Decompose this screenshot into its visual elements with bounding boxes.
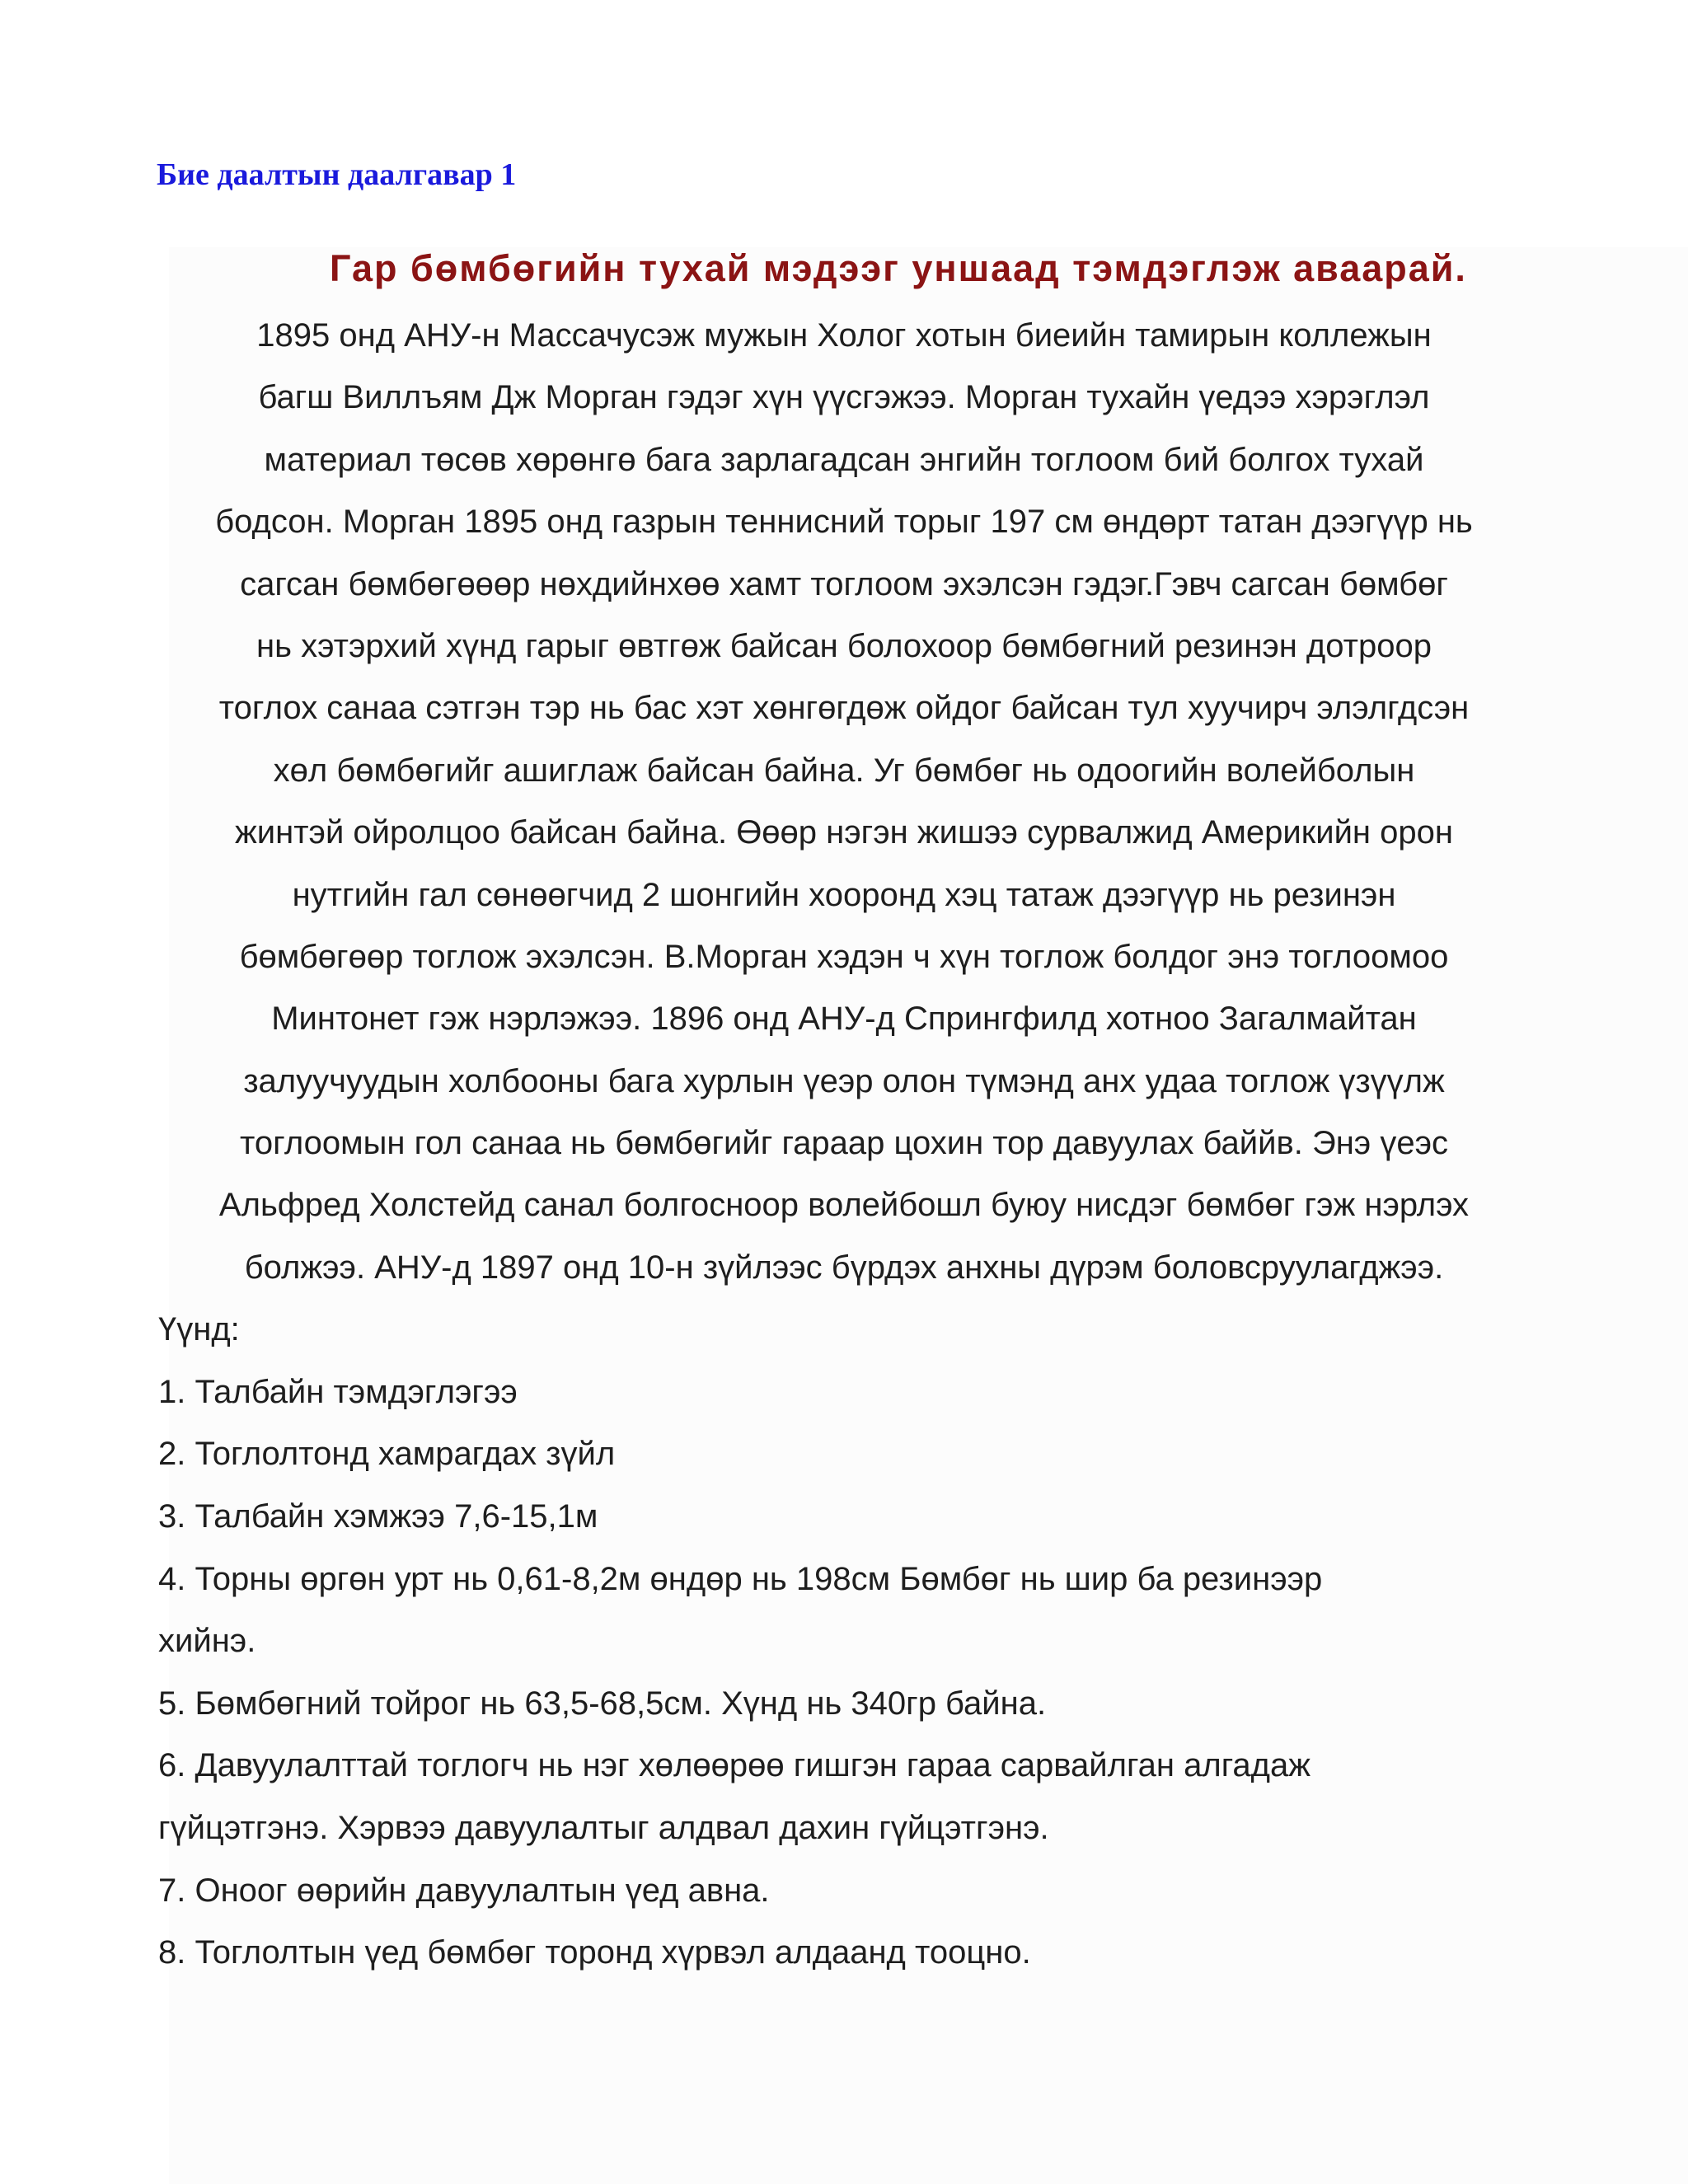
list-intro: Үүнд:: [158, 1311, 240, 1348]
paragraph-line: хөл бөмбөгийг ашиглаж байсан байна. Уг бөмбөг нь одоогийн волейболын: [273, 752, 1415, 789]
document-heading: [0, 247, 1688, 290]
list-item-continuation: гүйцэтгэнэ. Хэрвээ давуулалтыг алдвал дахин гүйцэтгэнэ.: [158, 1810, 1049, 1846]
list-item: 7. Оноог өөрийн давуулалтын үед авна.: [158, 1872, 770, 1909]
paragraph-line: Альфред Холстейд санал болгосноор волейбошл буюу нисдэг бөмбөг гэж нэрлэх: [218, 1187, 1470, 1224]
paragraph-line: нутгийн гал сөнөөгчид 2 шонгийн хооронд хэц татаж дээгүүр нь резинэн: [292, 876, 1396, 913]
list-item: 5. Бөмбөгний тойрог нь 63,5-68,5см. Хүнд нь 340гр байна.: [158, 1685, 1047, 1722]
document-body: [132, 305, 1556, 1985]
paragraph-line: жинтэй ойролцоо байсан байна. Өөөр нэгэн жишээ сурвалжид Америкийн орон: [235, 814, 1453, 851]
assignment-label: Бие даалтын даалгавар 1: [157, 157, 517, 192]
paragraph-line: 1895 онд АНУ-н Массачусэж мужын Холог хотын биеийн тамирын коллежын: [256, 317, 1432, 354]
paragraph-line: материал төсөв хөрөнгө бага зарлагадсан энгийн тоглоом бий болгох тухай: [264, 441, 1424, 478]
paragraph-line: багш Виллъям Дж Морган гэдэг хүн үүсгэжээ. Морган тухайн үедээ хэрэглэл: [258, 379, 1430, 416]
heading-text: Гар бөмбөгийн тухай мэдээг уншаад тэмдэглэж аваарай.: [330, 247, 1467, 289]
list-item: 2. Тоглолтонд хамрагдах зүйл: [158, 1436, 616, 1473]
list-item: 6. Давуулалттай тоглогч нь нэг хөлөөрөө гишгэн гараа сарвайлган алгадаж: [158, 1747, 1311, 1784]
paragraph-line: сагсан бөмбөгөөөр нөхдийнхөө хамт тоглоом эхэлсэн гэдэг.Гэвч сагсан бөмбөг: [240, 565, 1448, 602]
paragraph-line: тоглох санаа сэтгэн тэр нь бас хэт хөнгөгдөж ойдог байсан тул хуучирч элэлгдсэн: [218, 690, 1470, 727]
list-item: 1. Талбайн тэмдэглэгээ: [158, 1373, 518, 1410]
list-item-continuation: хийнэ.: [158, 1623, 256, 1660]
list-item: 8. Тоглолтын үед бөмбөг торонд хүрвэл алдаанд тооцно.: [158, 1934, 1031, 1971]
paragraph-line: бодсон. Морган 1895 онд газрын теннисний торыг 197 см өндөрт татан дээгүүр нь: [215, 504, 1473, 541]
paragraph-line: болжээ. АНУ-д 1897 онд 10-н зүйлээс бүрдэх анхны дүрэм боловсруулагджээ.: [244, 1249, 1444, 1286]
paragraph-line: бөмбөгөөр тоглож эхэлсэн. В.Морган хэдэн ч хүн тоглож болдог энэ тоглоомоо: [239, 938, 1449, 975]
paragraph-line: нь хэтэрхий хүнд гарыг өвтгөж байсан болохоор бөмбөгний резинэн дотроор: [256, 627, 1432, 664]
paragraph-line: залуучуудын холбооны бага хурлын үеэр олон түмэнд анх удаа тоглож үзүүлж: [243, 1062, 1445, 1099]
history-paragraph: [132, 305, 1556, 1299]
paragraph-line: Минтонет гэж нэрлэжээ. 1896 онд АНУ-д Спрингфилд хотноо Загалмайтан: [271, 1001, 1417, 1038]
rules-list: [132, 1299, 1556, 1985]
list-item: 4. Торны өргөн урт нь 0,61-8,2м өндөр нь 198см Бөмбөг нь шир ба резинээр: [158, 1560, 1323, 1597]
list-item: 3. Талбайн хэмжээ 7,6-15,1м: [158, 1498, 598, 1535]
paragraph-line: тоглоомын гол санаа нь бөмбөгийг гараар цохин тор давуулах баййв. Энэ үеэс: [240, 1125, 1448, 1162]
